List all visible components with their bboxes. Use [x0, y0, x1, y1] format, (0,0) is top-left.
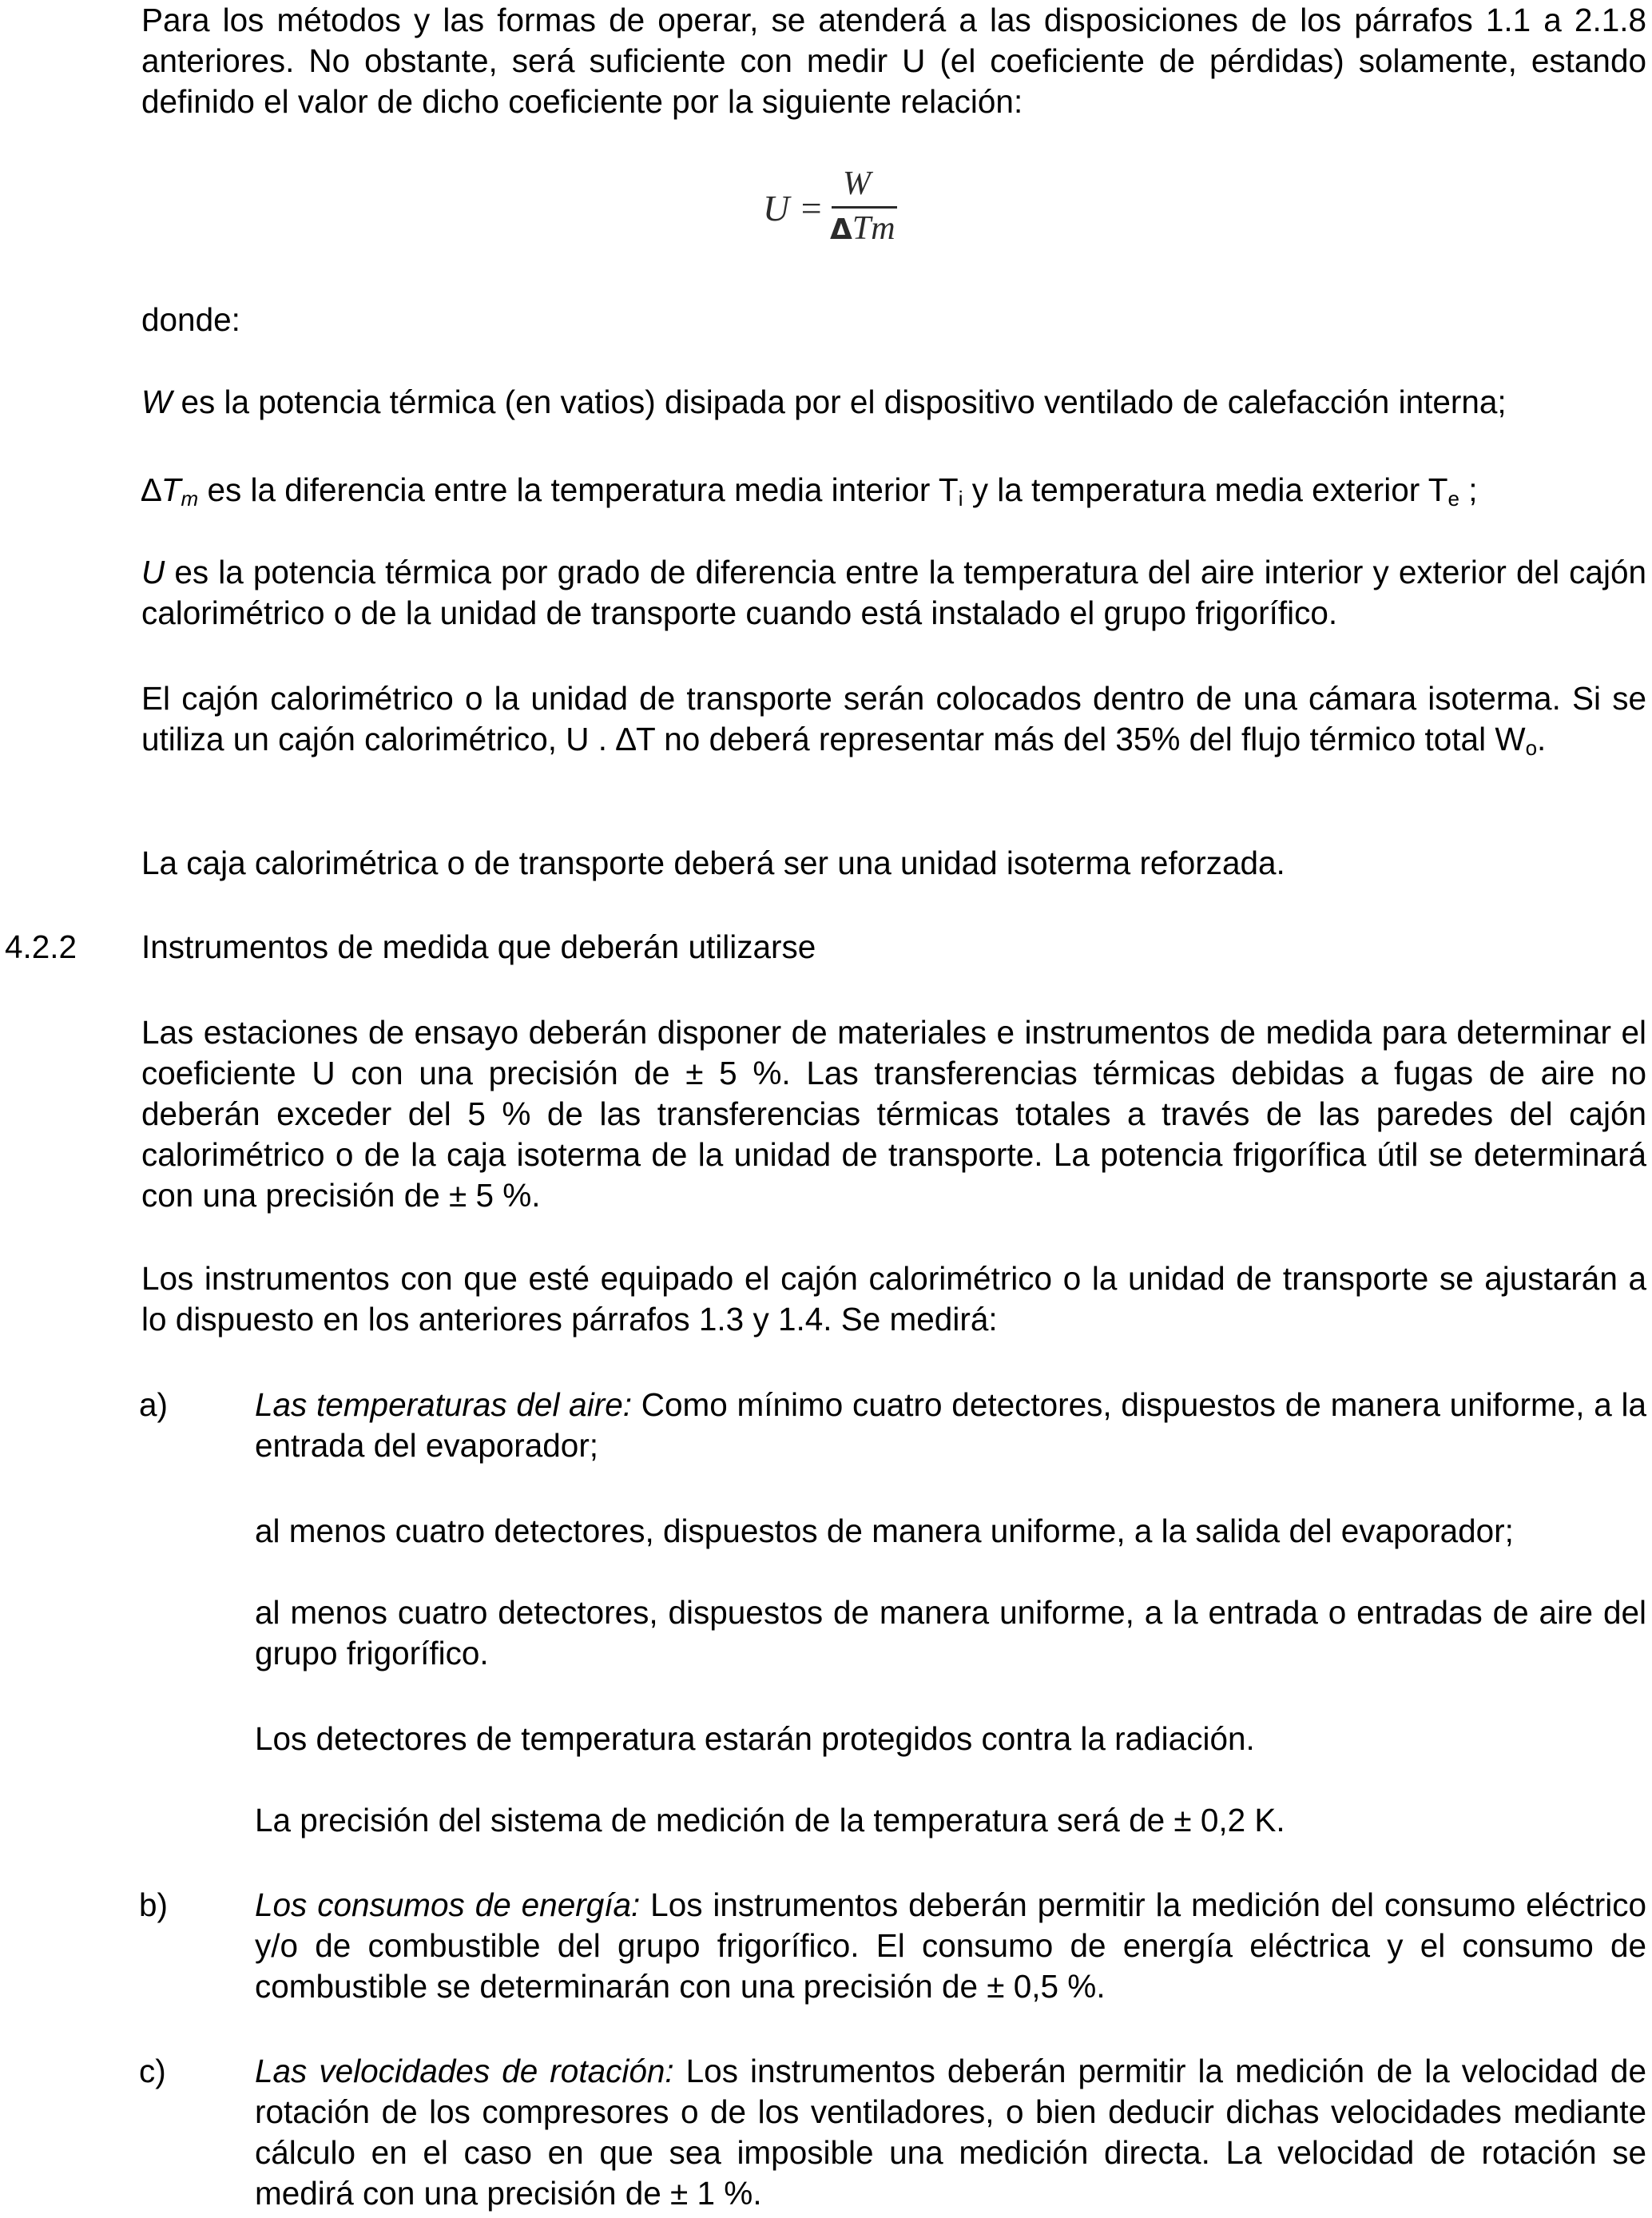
section-number: 4.2.2	[5, 928, 77, 965]
symbol-w: W	[141, 384, 173, 420]
item-b-body: Los instrumentos deberán permitir la medición del consumo eléctrico y/o de combustible del grupo frigorífico. El consumo de energía eléctrica y el consumo de combustible se determinarán con una precisión de ± 0,5 %.	[255, 1886, 1646, 2005]
definition-u	[141, 552, 1646, 634]
item-a-paragraph-2: al menos cuatro detectores, dispuestos de manera uniforme, a la salida del evaporador;	[255, 1512, 1514, 1549]
section-title: Instrumentos de medida que deberán utilizarse	[141, 928, 816, 965]
subscript-e: e	[1447, 487, 1459, 511]
formula-denominator-rest: Tm	[852, 210, 895, 247]
paragraph-caja: La caja calorimétrica o de transporte deberá ser una unidad isoterma reforzada.	[141, 845, 1285, 881]
item-b-title: Los consumos de energía:	[255, 1886, 641, 1923]
item-b-label: b)	[139, 1886, 169, 1923]
definition-delta-tm	[141, 470, 1646, 511]
donde-label: donde:	[141, 301, 240, 338]
paragraph-cajon	[141, 678, 1646, 760]
symbol-delta: ∆	[141, 471, 161, 508]
paragraph-instrumentos: Los instrumentos con que esté equipado el cajón calorimétrico o la unidad de transporte se ajustarán a lo dispuesto en los anteriores párrafos 1.3 y 1.4. Se medirá:	[141, 1260, 1646, 1338]
item-c-body: Los instrumentos deberán permitir la medición de la velocidad de rotación de los compresores o de los ventiladores, o bien deducir dichas velocidades mediante cálculo en el caso en que sea imposible una medición directa. La velocidad de rotación se medirá con una precisión de ± 1 %.	[255, 2053, 1646, 2212]
formula-numerator: W	[843, 165, 871, 202]
definition-w-text: es la potencia térmica (en vatios) disipada por el dispositivo ventilado de calefacción interna;	[172, 384, 1507, 420]
definition-delta-tm-text-b: y la temperatura media exterior T	[963, 471, 1448, 508]
item-c-label: c)	[139, 2053, 166, 2089]
definition-delta-tm-text-c: ;	[1459, 471, 1478, 508]
item-a-title: Las temperaturas del aire:	[255, 1386, 632, 1423]
item-a-body: Como mínimo cuatro detectores, dispuestos de manera uniforme, a la entrada del evaporador;	[255, 1386, 1646, 1464]
formula-delta: Δ	[830, 213, 852, 246]
item-a-text	[255, 1385, 1646, 1466]
formula-lhs: U =	[763, 188, 824, 229]
definition-u-text: es la potencia térmica por grado de diferencia entre la temperatura del aire interior y exterior del cajón calorimétrico o de la unidad de transporte cuando está instalado el grupo frigorífico.	[141, 554, 1646, 631]
subscript-m: m	[181, 487, 199, 511]
item-a-paragraph-3: al menos cuatro detectores, dispuestos de manera uniforme, a la entrada o entradas de aire del grupo frigorífico.	[255, 1594, 1646, 1671]
definition-w	[141, 382, 1646, 423]
paragraph-cajon-end: .	[1537, 721, 1547, 757]
item-b-text	[255, 1885, 1646, 2007]
formula-denominator	[830, 209, 895, 250]
subscript-i: i	[958, 487, 963, 511]
formula-u-equals-w-over-delta-tm	[763, 164, 907, 256]
paragraph-cajon-text: El cajón calorimétrico o la unidad de transporte serán colocados dentro de una cámara isoterma. Si se utiliza un cajón calorimétrico, U . ∆T no deberá representar más del 35% del flujo térmico total W	[141, 680, 1646, 757]
item-c-title: Las velocidades de rotación:	[255, 2053, 674, 2089]
item-a-label: a)	[139, 1386, 169, 1423]
symbol-u: U	[141, 554, 165, 590]
symbol-t: T	[161, 471, 181, 508]
item-a-paragraph-4: Los detectores de temperatura estarán protegidos contra la radiación.	[255, 1720, 1255, 1757]
subscript-o: o	[1525, 736, 1538, 760]
intro-paragraph: Para los métodos y las formas de operar, se atenderá a las disposiciones de los párrafos 1.1 a 2.1.8 anteriores. No obstante, será suficiente con medir U (el coeficiente de pérdidas) solamente, estando definido el valor de dicho coeficiente por la siguiente relación:	[141, 2, 1646, 120]
item-c-text	[255, 2051, 1646, 2214]
paragraph-estaciones: Las estaciones de ensayo deberán disponer de materiales e instrumentos de medida para determinar el coeficiente U con una precisión de ± 5 %. Las transferencias térmicas debidas a fugas de aire no deberán exceder del 5 % de las transferencias térmicas totales a través de las paredes del cajón calorimétrico o de la caja isoterma de la unidad de transporte. La potencia frigorífica útil se determinará con una precisión de ± 5 %.	[141, 1014, 1646, 1214]
definition-delta-tm-text-a: es la diferencia entre la temperatura media interior T	[198, 471, 959, 508]
item-a-paragraph-5: La precisión del sistema de medición de la temperatura será de ± 0,2 K.	[255, 1802, 1285, 1838]
